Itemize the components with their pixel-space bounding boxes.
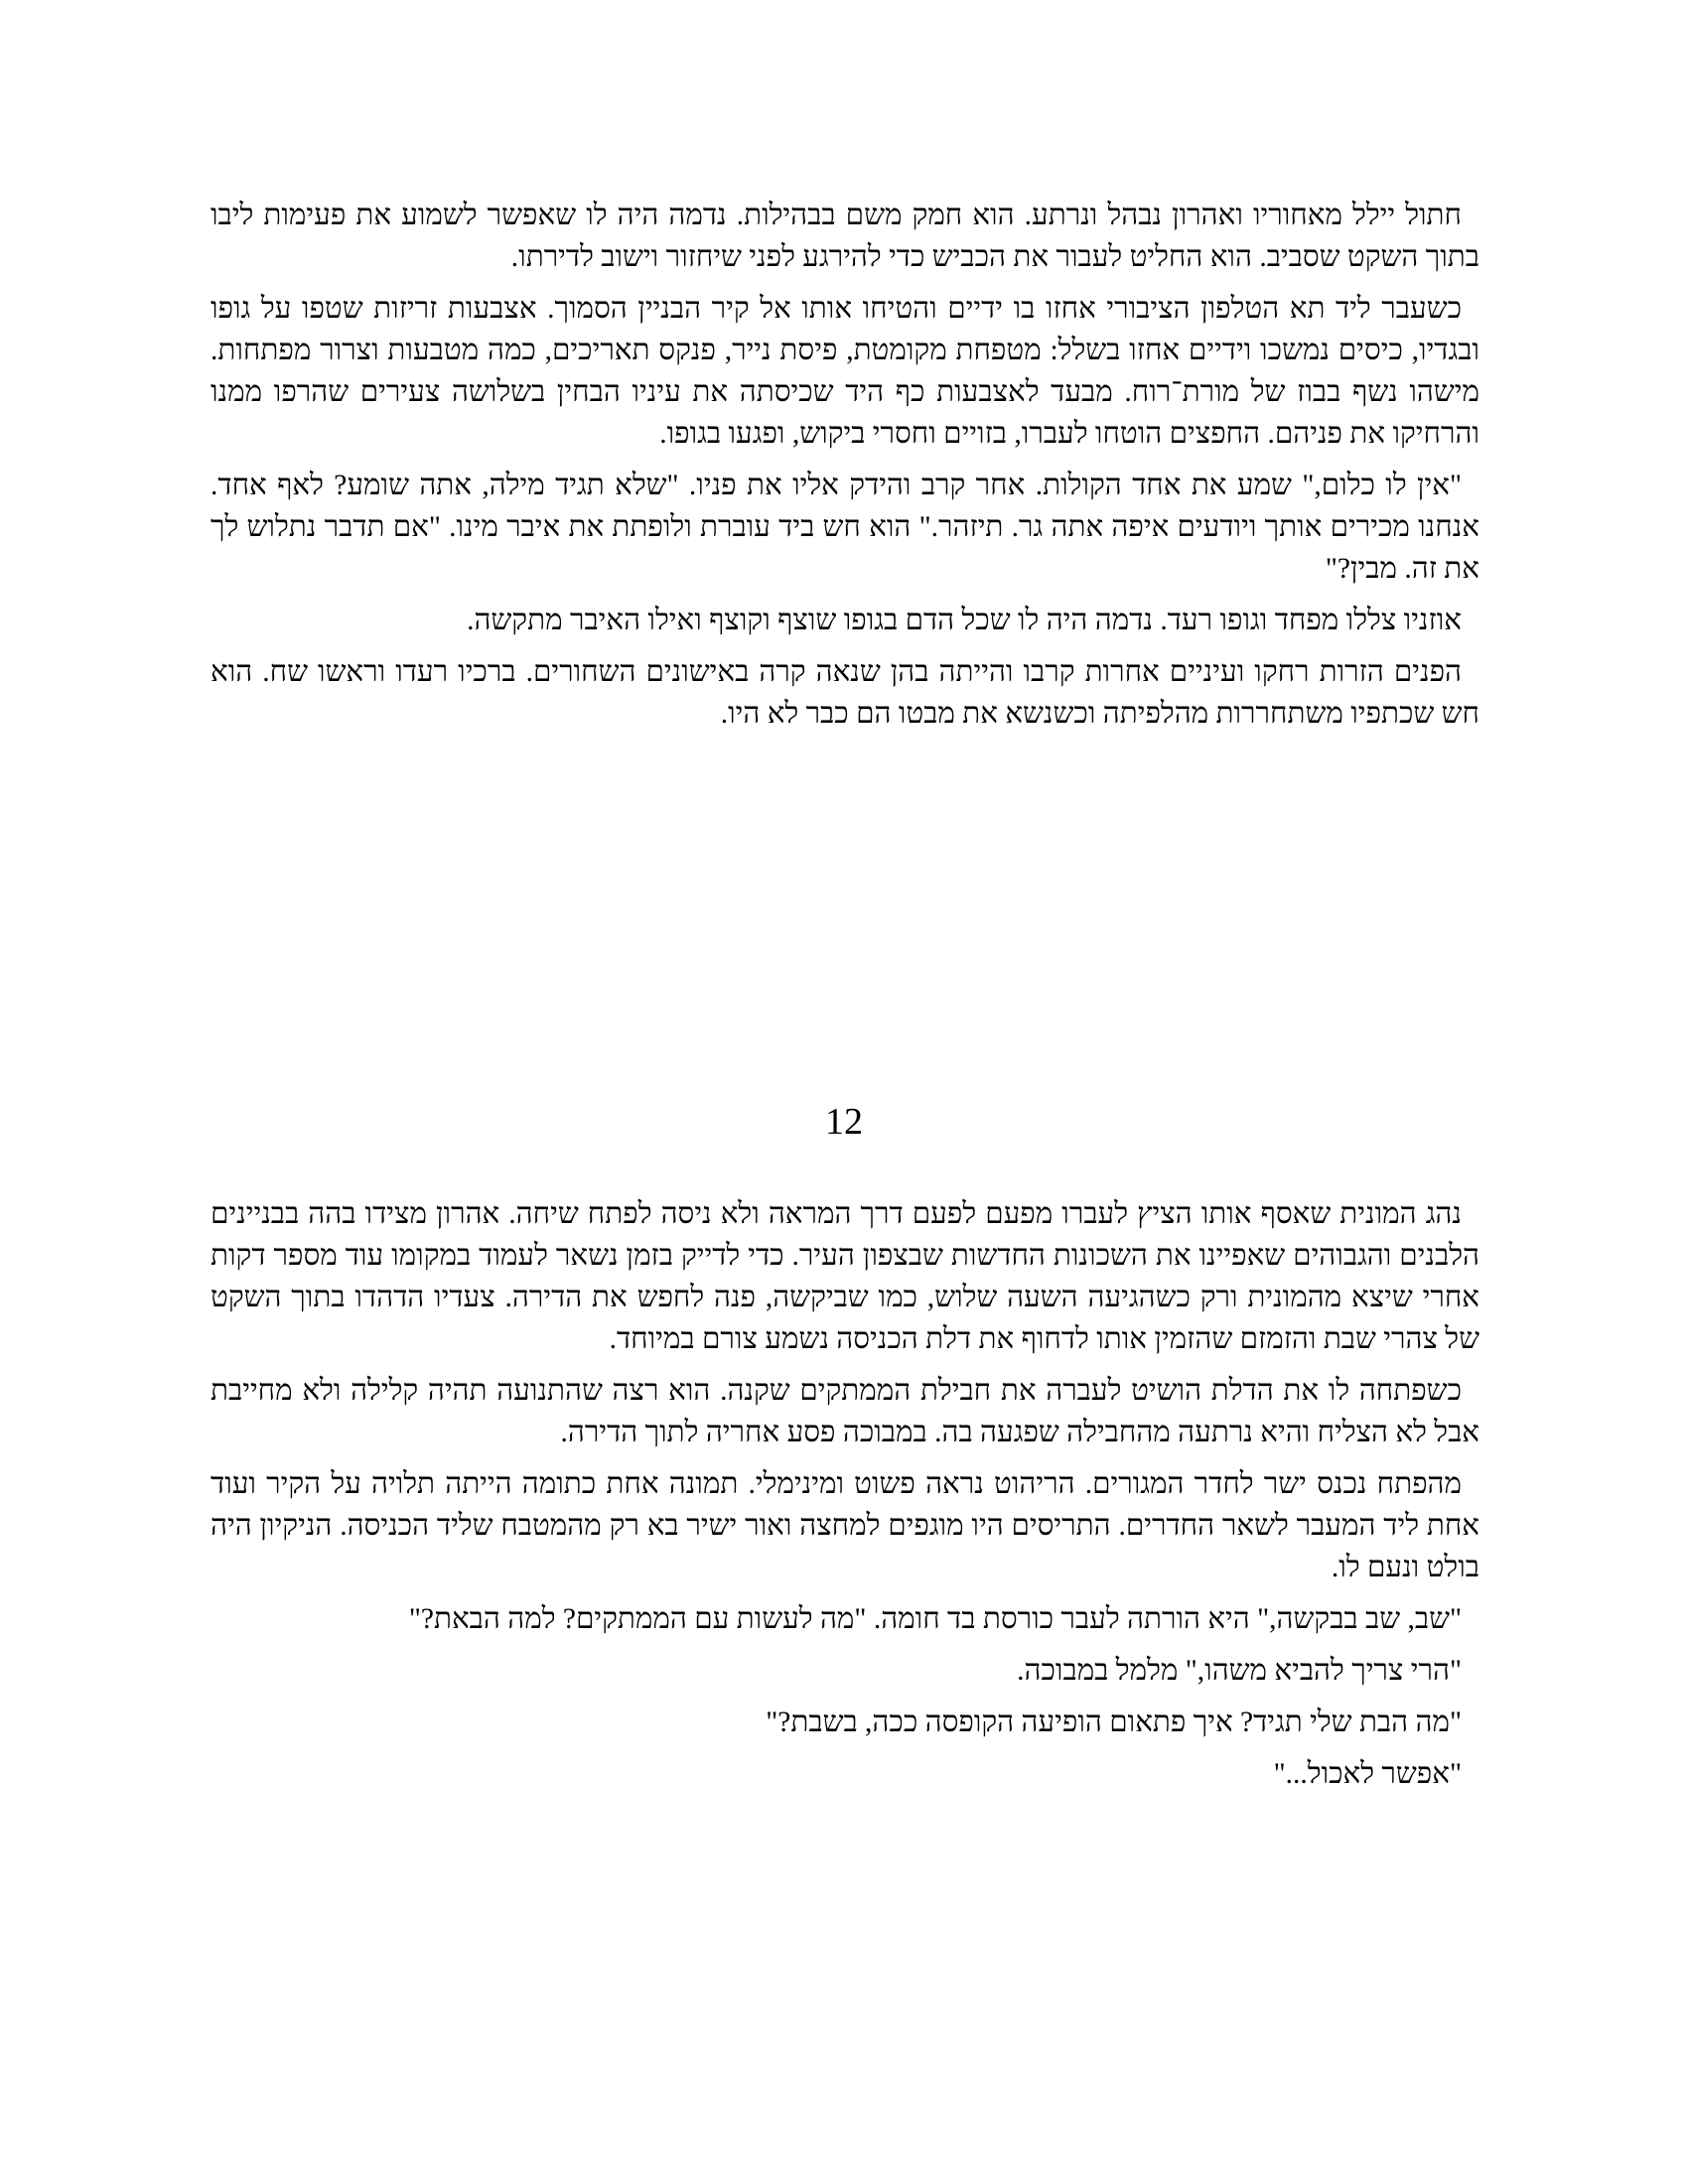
dialogue-line: "אפשר לאכול..." <box>1273 1758 1462 1790</box>
paragraph: "שב, שב בבקשה," היא הורתה לעבר כורסת בד חומה. "מה לעשות עם הממתקים? למה הבאת?" <box>408 1603 1462 1635</box>
paragraph: חתול יילל מאחוריו ואהרון נבהל ונרתע. הוא חמק משם בבהילות. נדמה היה לו שאפשר לשמוע את פעימות ליבו בתוך השקט שסביב. הוא החליט לעבור את הכביש כדי להירגע לפני שיחזור וישוב לדירתו. <box>211 200 1479 273</box>
paragraph: מהפתח נכנס ישר לחדר המגורים. הריהוט נראה פשוט ומינימלי. תמונה אחת כתומה הייתה תלויה על הקיר ועוד אחת ליד המעבר לשאר החדרים. התריסים היו מוגפים למחצה ואור ישיר בא רק מהמטבח שליד הכניסה. הניקיון היה בולט ונעם לו. <box>211 1468 1479 1583</box>
paragraph: כשפתחה לו את הדלת הושיט לעברה את חבילת הממתקים שקנה. הוא רצה שהתנועה תהיה קלילה ולא מחייבת אבל לא הצליח והיא נרתעה מהחבילה שפגעה בה. במבוכה פסע אחריה לתוך הדירה. <box>211 1375 1479 1448</box>
paragraph: "אין לו כלום," שמע את אחד הקולות. אחר קרב והידק אליו את פניו. "שלא תגיד מילה, אתה שומע? לאף אחד. אנחנו מכירים אותך ויודעים איפה אתה גר. תיזהר." הוא חש ביד עוברת ולופתת את איבר מינו. "אם תדבר נתלוש לך את זה. מבין?" <box>211 470 1479 585</box>
chapter-number: 12 <box>825 1101 863 1143</box>
paragraph: נהג המונית שאסף אותו הציץ לעברו מפעם לפעם דרך המראה ולא ניסה לפתח שיחה. אהרון מצידו בהה בבניינים הלבנים והגבוהים שאפיינו את השכונות החדשות שבצפון העיר. כדי לדייק בזמן נשאר לעמוד במקומו עוד מספר דקות אחרי שיצא מהמונית ורק כשהגיעה השעה שלוש, כמו שביקשה, פנה לחפש את הדירה. צעדיו הדהדו בתוך השקט של צהרי שבת והזמזם שהזמין אותו לדחוף את דלת הכניסה נשמע צורם במיוחד. <box>211 1198 1479 1355</box>
paragraph: כשעבר ליד תא הטלפון הציבורי אחזו בו ידיים והטיחו אותו אל קיר הבניין הסמוך. אצבעות זריזות שטפו על גופו ובגדיו, כיסים נמשכו וידיים אחזו בשלל: מטפחת מקומטת, פיסת נייר, פנקס תאריכים, כמה מטבעות וצרור מפתחות. מישהו נשף בבוז של מורת־רוח. מבעד לאצבעות כף היד שכיסתה את עיניו הבחין בשלושה צעירים שהרפו ממנו והרחיקו את פניהם. החפצים הוטחו לעברו, בזויים וחסרי ביקוש, ופגעו בגופו. <box>211 293 1479 450</box>
dialogue-line: "מה הבת שלי תגיד? איך פתאום הופיעה הקופסה ככה, בשבת?" <box>766 1706 1462 1738</box>
paragraph: אוזניו צללו מפחד וגופו רעד. נדמה היה לו שכל הדם בגופו שוצף וקוצף ואילו האיבר מתקשה. <box>467 605 1462 636</box>
paragraph: הפנים הזרות רחקו ועיניים אחרות קרבו והייתה בהן שנאה קרה באישונים השחורים. ברכיו רעדו וראשו שח. הוא חש שכתפיו משתחררות מהלפיתה וכשנשא את מבטו הם כבר לא היו. <box>211 656 1479 730</box>
dialogue-line: "הרי צריך להביא משהו," מלמל במבוכה. <box>1017 1655 1462 1687</box>
text-section-after-chapter <box>211 1193 1479 1805</box>
text-section-before-chapter <box>211 195 1479 745</box>
